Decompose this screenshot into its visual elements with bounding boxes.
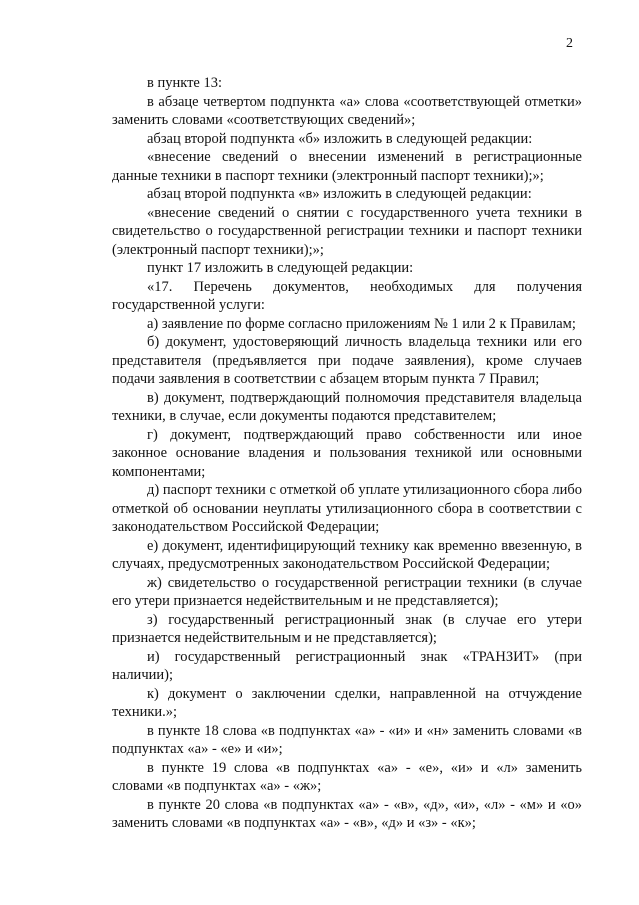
- list-item: г) документ, подтверждающий право собственности или иное законное основание владения и пользования техникой или основными компонентами;: [112, 426, 582, 480]
- paragraph: абзац второй подпункта «в» изложить в следующей редакции:: [147, 186, 532, 202]
- paragraph: «внесение сведений о снятии с государственного учета техники в свидетельство о государственной регистрации техники и паспорт техники (электронный паспорт техники);»;: [112, 204, 582, 258]
- paragraph: «17. Перечень документов, необходимых для получения государственной услуги:: [112, 278, 582, 313]
- list-item: з) государственный регистрационный знак (в случае его утери признается недействительным и не представляется);: [112, 611, 582, 646]
- paragraph: в пункте 13:: [147, 75, 223, 91]
- page-number: 2: [566, 36, 573, 51]
- list-item: и) государственный регистрационный знак «ТРАНЗИТ» (при наличии);: [112, 648, 582, 683]
- paragraph: пункт 17 изложить в следующей редакции:: [147, 260, 414, 276]
- document-body: [112, 74, 582, 833]
- list-item: к) документ о заключении сделки, направленной на отчуждение техники.»;: [112, 685, 582, 720]
- list-item: е) документ, идентифицирующий технику как временно ввезенную, в случаях, предусмотренных законодательством Российской Федерации;: [112, 537, 582, 572]
- paragraph: «внесение сведений о внесении изменений в регистрационные данные техники в паспорт техники (электронный паспорт техники);»;: [112, 149, 582, 184]
- list-item: ж) свидетельство о государственной регистрации техники (в случае его утери признается недействительным и не представляется);: [112, 574, 582, 609]
- paragraph: в пункте 19 слова «в подпунктах «а» - «е», «и» и «л» заменить словами «в подпунктах «а» - «ж»;: [112, 759, 582, 794]
- paragraph: абзац второй подпункта «б» изложить в следующей редакции:: [147, 130, 533, 147]
- list-item: в) документ, подтверждающий полномочия представителя владельца техники, в случае, если документы подаются представителем;: [112, 389, 582, 424]
- paragraph: в пункте 20 слова «в подпунктах «а» - «в», «д», «и», «л» - «м» и «о» заменить словами «в подпунктах «а» - «в», «д» и «з» - «к»;: [112, 796, 582, 831]
- list-item: д) паспорт техники с отметкой об уплате утилизационного сбора либо отметкой об основании неуплаты утилизационного сбора в соответствии с законодательством Российской Федерации;: [112, 482, 582, 535]
- paragraph: в абзаце четвертом подпункта «а» слова «соответствующей отметки» заменить словами «соответствующих сведений»;: [112, 93, 582, 128]
- list-item: а) заявление по форме согласно приложениям № 1 или 2 к Правилам;: [147, 315, 576, 332]
- list-item: б) документ, удостоверяющий личность владельца техники или его представителя (предъявляется при подаче заявления), кроме случаев подачи заявления в соответствии с абзацем вторым пункта 7 Правил;: [112, 334, 582, 387]
- paragraph: в пункте 18 слова «в подпунктах «а» - «и» и «н» заменить словами «в подпунктах «а» - «е» и «и»;: [112, 722, 582, 757]
